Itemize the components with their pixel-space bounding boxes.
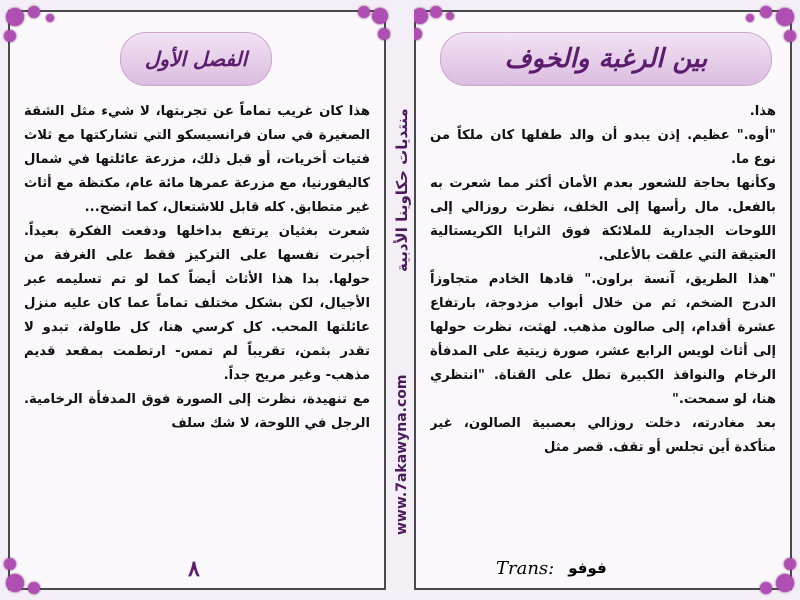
chapter-label: الفصل الأول: [144, 47, 248, 71]
translator-name: فوفو: [568, 559, 607, 577]
paragraph: "هذا الطريق، آنسة براون." قادها الخادم متجاوزاً الدرج الضخم، ثم من خلال أبواب مزدوجة، بارتفاع عشرة أقدام، إلى صالون مذهب. لهثت، نظرت حولها إلى أثاث لويس الرابع عشر، صورة زيتية على المدفأة الرخام والنوافذ الكبيرة تطل على القناة. "انتظري هنا، لو سمحت.": [430, 272, 776, 407]
paragraph: مع تنهيدة، نظرت إلى الصورة فوق المدفأة الرخامية. الرجل في اللوحة، لا شك سلف: [24, 392, 370, 431]
paragraph: شعرت بغثيان يرتفع بداخلها ودفعت الفكرة بعيداً. أجبرت نفسها على التركيز فقط على الغرفة من حولها. بدا هذا الأثاث أيضاً كما لو تم تسليمه عبر الأجيال، لكن بشكل مختلف تماماً عما كان عليه منزل عائلتها المحب. كل كرسي هنا، كل طاولة، تبدو لا تقدر بثمن، تقريباً لم تمس- ارتطمت بمقعد قديم مذهب- وغير مريح جداً.: [24, 224, 370, 383]
flower-decoration-icon: [2, 4, 92, 84]
paragraph: بعد مغادرته، دخلت روزالي بعصبية الصالون، غير متأكدة أين تجلس أو تقف. قصر مثل: [430, 416, 776, 455]
flower-decoration-icon: [302, 4, 392, 84]
page-body: [430, 100, 776, 548]
paragraph: هذا كان غريب تماماً عن تجربتها، لا شيء مثل الشقة الصغيرة في سان فرانسيسكو التي تشاركتها مع ثلاث فتيات أخريات، أو قبل ذلك، مزرعة عائلتها في شمال كاليفورنيا، مع مزرعة عمرها مائة عام، مكتظة مع أثاث غير متطابق. كله قابل للاشتعال، كما اتضح...: [24, 104, 370, 215]
spine-url[interactable]: www.7akawyna.com: [394, 374, 410, 536]
chapter-label-banner: [120, 32, 272, 86]
paragraph: "أوه." عظيم. إذن يبدو أن والد طفلها كان ملكاً من نوع ما.: [430, 128, 776, 167]
paragraph: هذا.: [749, 104, 776, 119]
page-title: بين الرغبة والخوف: [504, 44, 708, 74]
page-number: ٨: [188, 556, 200, 582]
left-page: [8, 10, 386, 590]
translator-credit: [496, 556, 760, 580]
right-page: [414, 10, 792, 590]
page-body: [24, 100, 370, 548]
trans-label: Trans:: [496, 557, 555, 579]
chapter-title-banner: [440, 32, 772, 86]
spine-site-name: منتديات حكاوينا الأدبية: [393, 108, 411, 272]
paragraph: وكأنها بحاجة للشعور بعدم الأمان أكثر مما شعرت به بالفعل. مال رأسها إلى الخلف، نظرت روزالي إلى اللوحات الجدارية للملائكة فوق الثرايا الكريستالية العتيقة التي علقت بالأعلى.: [430, 176, 776, 263]
